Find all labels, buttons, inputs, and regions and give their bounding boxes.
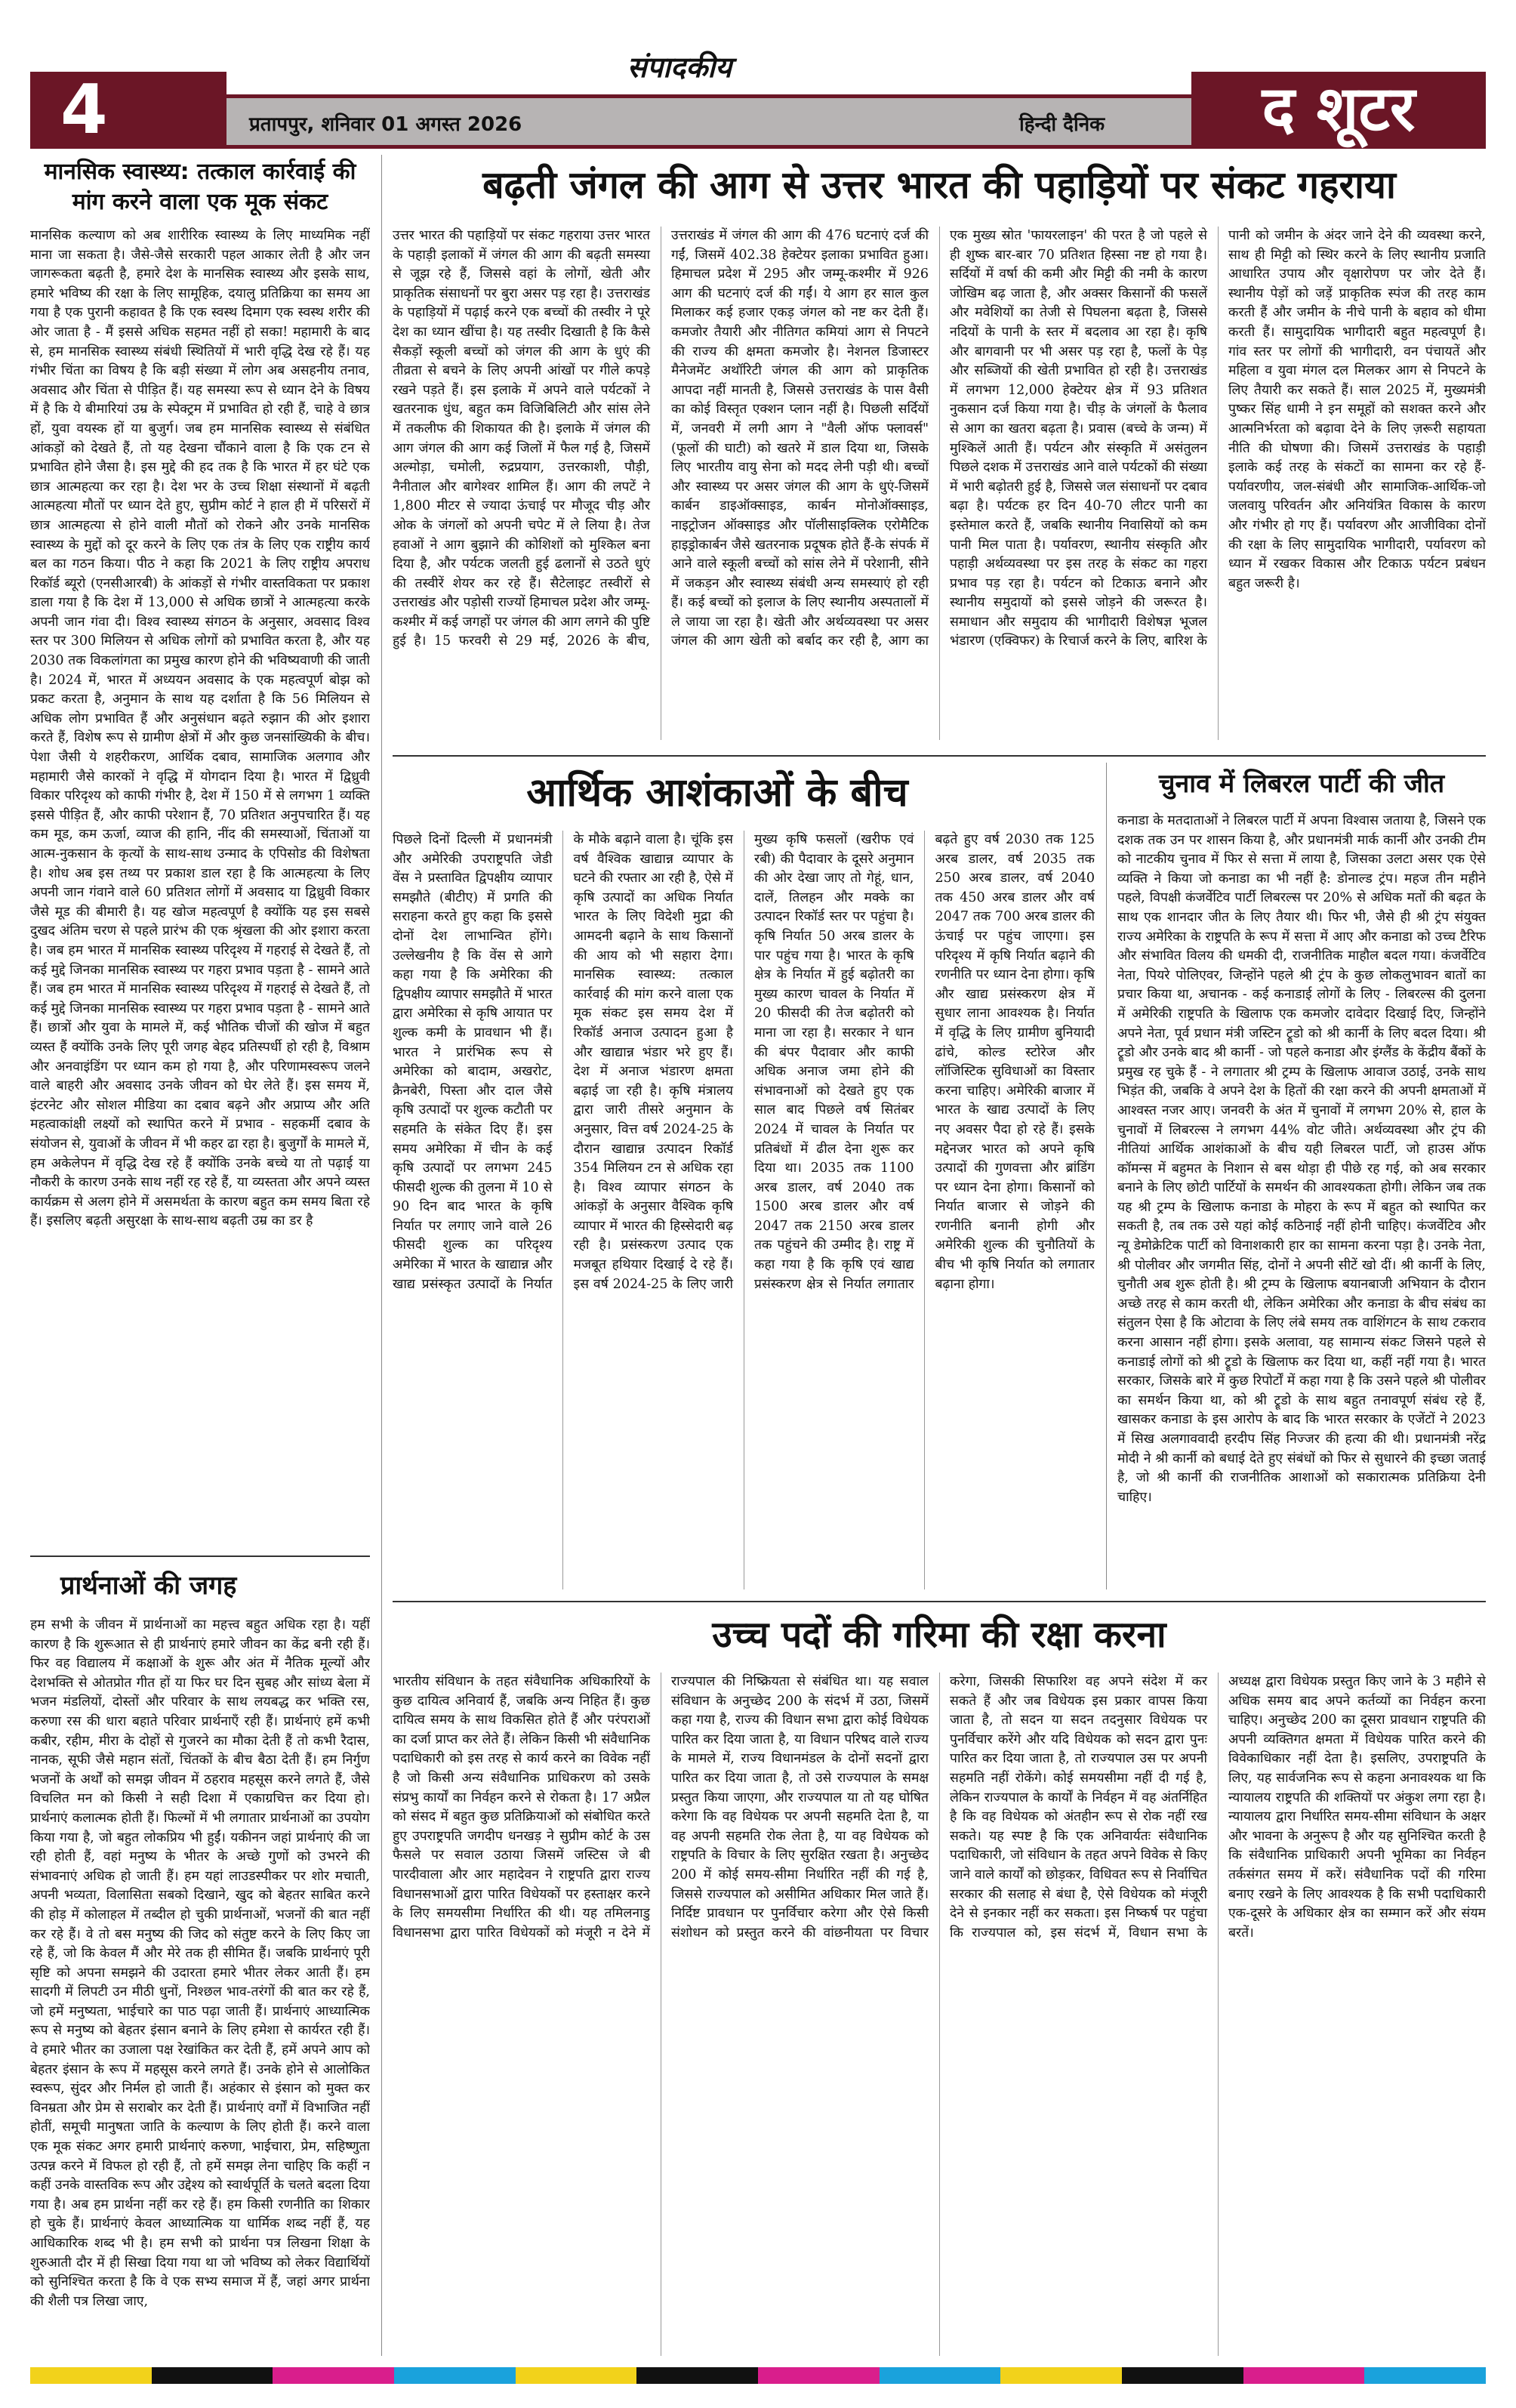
color-swatch — [152, 2367, 273, 2384]
mental-health-headline: मानसिक स्वास्थ्य: तत्काल कार्रवाई की मांग करने वाला एक मूक संकट — [44, 159, 356, 215]
color-swatch — [273, 2367, 394, 2384]
color-swatch — [880, 2367, 1001, 2384]
color-swatch — [516, 2367, 637, 2384]
divider — [393, 755, 1486, 757]
color-swatch — [30, 2367, 152, 2384]
place-date: प्रतापपुर, शनिवार 01 अगस्त 2026 — [249, 113, 522, 136]
economy-headline: आर्थिक आशंकाओं के बीच — [526, 770, 908, 816]
prayer-headline: प्रार्थनाओं की जगह — [60, 1571, 237, 1601]
dignity-headline: उच्च पदों की गरिमा की रक्षा करना — [712, 1614, 1166, 1656]
fire-body: उत्तर भारत की पहाड़ियों पर संकट गहराया उत्तर भारत के पहाड़ी इलाकों में जंगल की आग की बढ़ती समस्या से जूझ रहे हैं, जिससे वहां के लोगों, खेती और प्राकृतिक संसाधनों पर बुरा असर पड़ रहा है। उत्तराखंड के पहाड़ियों में पढ़ाई करने एक बच्चों की तस्वीर ने पूरे देश का ध्यान खींचा है। यह तस्वीर दिखाती है कि कैसे सैकड़ों स्कूली बच्चों को जंगल की आग के धुएं की तीव्रता से बचने के लिए अपनी आंखों पर गीले कपड़े रखने पड़ते हैं। इस इलाके में अपने वाले पर्यटकों ने खतरनाक धुंध, बहुत कम विजिबिलिटी और सांस लेने में तकलीफ की शिकायत की है। इलाके में जंगल की आग जंगल की आग कई जिलों में फैल गई है, जिसमें अल्मोड़ा, चमोली, रुद्रप्रयाग, उत्तरकाशी, पौड़ी, नैनीताल और बागेश्वर शामिल हैं। आग की लपटें ने 1,800 मीटर से ज्यादा ऊंचाई पर मौजूद चीड़ और ओक के जंगलों को अपनी चपेट में ले लिया है। तेज हवाओं ने आग बुझाने की कोशिशों को मुश्किल बना दिया है, और पर्यटक जलती हुई ढलानों से उठते धुएं की तस्वीरें शेयर कर रहे हैं। सैटेलाइट तस्वीरों से उत्तराखंड और पड़ोसी राज्यों हिमाचल प्रदेश और जम्मू-कश्मीर में कई जगहों पर जंगल की आग लगने की पुष्टि हुई है। 15 फरवरी से 29 मई, 2026 के बीच, उत्तराखंड में जंगल की आग की 476 घटनाएं दर्ज की गईं, जिसमें 402.38 हेक्टेयर इलाका प्रभावित हुआ। हिमाचल प्रदेश में 295 और जम्मू-कश्मीर में 926 आग की घटनाएं दर्ज की गईं। ये आग हर साल कुल मिलाकर कई हजार एकड़ जंगल को नष्ट कर देती हैं। कमजोर तैयारी और नीतिगत कमियां आग से निपटने की राज्य की क्षमता कमजोर है। नेशनल डिजास्टर मैनेजमेंट अथॉरिटी जंगल की आग को प्राकृतिक आपदा नहीं मानती है, जिससे उत्तराखंड के पास वैसी का कोई विस्तृत एक्शन प्लान नहीं है। पिछली सर्दियों में, जनवरी में लगी आग ने "वैली ऑफ फ्लावर्स" (फूलों की घाटी) को खतरे में डाल दिया था, जिसके लिए भारतीय वायु सेना को मदद लेनी पड़ी थी। बच्चों और स्वास्थ्य पर असर जंगल की आग के धुएं-जिसमें कार्बन डाइऑक्साइड, कार्बन मोनोऑक्साइड, नाइट्रोजन ऑक्साइड और पॉलीसाइक्लिक एरोमैटिक हाइड्रोकार्बन जैसे खतरनाक प्रदूषक होते हैं-के संपर्क में आने वाले स्कूली बच्चों को सांस लेने में परेशानी, सीने में जकड़न और स्वास्थ्य संबंधी अन्य समस्याएं हो रही हैं। कई बच्चों को इलाज के लिए स्थानीय अस्पतालों में ले जाया जा रहा है। खेती और अर्थव्यवस्था पर असर जंगल की आग खेती को बर्बाद कर रही है, आग का एक मुख्य स्रोत 'फायरलाइन' की परत है जो पहले से ही शुष्क बार-बार 70 प्रतिशत हिस्सा नष्ट हो गया है। सर्दियों में वर्षा की कमी और मिट्टी की नमी के कारण जोखिम बढ़ जाता है, और अक्सर किसानों की फसलें और मवेशियों का तेजी से पिघलना बढ़ता है, जिससे नदियों के पानी के स्तर में बदलाव आ रहा है। कृषि और बागवानी पर भी असर पड़ रहा है, फलों के पेड़ और सब्जियों की खेती प्रभावित हो रही है। उत्तराखंड में लगभग 12,000 हेक्टेयर क्षेत्र में 93 प्रतिशत नुकसान दर्ज किया गया है। चीड़ के जंगलों के फैलाव से आग का खतरा बढ़ता है। प्रवास (बच्चे के जन्म) में मुश्किलें आती हैं। पर्यटन और संस्कृति में असंतुलन पिछले दशक में उत्तराखंड आने वाले पर्यटकों की संख्या में भारी बढ़ोतरी हुई है, जिससे जल संसाधनों पर दबाव बढ़ा है। पर्यटक हर दिन 40-70 लीटर पानी का इस्तेमाल करते हैं, जबकि स्थानीय निवासियों को कम पानी मिल पाता है। पर्यावरण, स्थानीय संस्कृति और पहाड़ी अर्थव्यवस्था पर इस तरह के संकट का गहरा प्रभाव पड़ रहा है। पर्यटन को टिकाऊ बनाने और स्थानीय समुदायों को इससे जोड़ने की जरूरत है। समाधान और समुदाय की भागीदारी विशेषज्ञ भूजल भंडारण (एक्विफर) के रिचार्ज करने के लिए, बारिश के पानी को जमीन के अंदर जाने देने की व्यवस्था करने, साथ ही मिट्टी को स्थिर करने के लिए स्थानीय प्रजाति आधारित उपाय और वृक्षारोपण पर जोर देते हैं। स्थानीय पेड़ों को जड़ें प्राकृतिक स्पंज की तरह काम करती हैं और जमीन के नीचे पानी के बहाव को धीमा करती हैं। सामुदायिक भागीदारी बहुत महत्वपूर्ण है। गांव स्तर पर लोगों की भागीदारी, वन पंचायतें और महिला व युवा मंगल दल मिलकर आग से निपटने के लिए तैयारी कर सकते हैं। साल 2025 में, मुख्यमंत्री पुष्कर सिंह धामी ने इन समूहों को सशक्त करने और आत्मनिर्भरता को बढ़ावा देने के लिए ज़रूरी सहायता नीति की घोषणा की। जिसमें उत्तराखंड के पहाड़ी इलाके कई तरह के संकटों का सामना कर रहे हैं-पर्यावरणीय, जल-संबंधी और सामाजिक-आर्थिक-जो जलवायु परिवर्तन और अनियंत्रित विकास के कारण और गंभीर हो गए हैं। पर्यावरण और आजीविका दोनों की रक्षा के लिए सामुदायिक भागीदारी, पर्यावरण को ध्यान में रखकर विकास और टिकाऊ पर्यटन प्रबंधन बहुत जरूरी है। — [393, 228, 1486, 649]
page-number: 4 — [30, 72, 226, 149]
newspaper-brand: द शूटर — [1191, 72, 1486, 149]
dignity-body: भारतीय संविधान के तहत संवैधानिक अधिकारियों के कुछ दायित्व अनिवार्य हैं, जबकि अन्य निहित हैं। कुछ दायित्व समय के साथ विकसित होते हैं और परंपराओं का दर्जा प्राप्त कर लेते हैं। लेकिन किसी भी संवैधानिक पदाधिकारी को इस तरह से कार्य करने का विवेक नहीं है जो किसी अन्य संवैधानिक प्राधिकरण को उसके संप्रभु कार्यों का निर्वहन करने से रोकता है। 17 अप्रैल को संसद में बहुत कुछ प्रतिक्रियाओं को संबोधित करते हुए उपराष्ट्रपति जगदीप धनखड़ ने सुप्रीम कोर्ट के उस फैसले पर सवाल उठाया जिसमें जस्टिस जे बी पारदीवाला और आर महादेवन ने राष्ट्रपति द्वारा राज्य विधानसभाओं द्वारा पारित विधेयकों पर हस्ताक्षर करने के लिए समयसीमा निर्धारित की थी। यह तमिलनाडु विधानसभा द्वारा पारित विधेयकों को मंजूरी न देने में राज्यपाल की निष्क्रियता से संबंधित था। यह सवाल संविधान के अनुच्छेद 200 के संदर्भ में उठा, जिसमें कहा गया है, राज्य की विधान सभा द्वारा कोई विधेयक पारित कर दिया जाता है, या विधान परिषद वाले राज्य के मामले में, राज्य विधानमंडल के दोनों सदनों द्वारा पारित कर दिया जाता है, तो उसे राज्यपाल के समक्ष प्रस्तुत किया जाएगा, और राज्यपाल या तो यह घोषित करेगा कि वह विधेयक पर अपनी सहमति देता है, या वह अपनी सहमति रोक लेता है, या वह विधेयक को राष्ट्रपति के विचार के लिए सुरक्षित रखता है। अनुच्छेद 200 में कोई समय-सीमा निर्धारित नहीं की गई है, जिससे राज्यपाल को असीमित अधिकार मिल जाते हैं। निर्दिष्ट प्रावधान पर पुनर्विचार करेगा और ऐसे किसी संशोधन को प्रस्तुत करने की वांछनीयता पर विचार करेगा, जिसकी सिफारिश वह अपने संदेश में कर सकते हैं और जब विधेयक इस प्रकार वापस किया जाता है, तो सदन या सदन तदनुसार विधेयक पर पुनर्विचार करेंगे और यदि विधेयक को सदन द्वारा पुनः पारित कर दिया जाता है, तो राज्यपाल उस पर अपनी सहमति नहीं रोकेंगे। कोई समयसीमा नहीं दी गई है, लेकिन राज्यपाल के कार्यों के निर्वहन में वह अंतर्निहित है कि वह विधेयक को अंतहीन रूप से रोक नहीं रख सकते। यह स्पष्ट है कि एक अनिवार्यतः संवैधानिक पदाधिकारी, जो संविधान के तहत अपने विवेक से किए जाने वाले कार्यों को छोड़कर, विधिवत रूप से निर्वाचित सरकार की सलाह से बंधा है, ऐसे विधेयक को मंजूरी देने से इनकार नहीं कर सकता। इस निष्कर्ष पर पहुंचा कि राज्यपाल को, इस संदर्भ में, विधान सभा के अध्यक्ष द्वारा विधेयक प्रस्तुत किए जाने के 3 महीने से अधिक समय बाद अपने कर्तव्यों का निर्वहन करना चाहिए। अनुच्छेद 200 का दूसरा प्रावधान राष्ट्रपति की अपनी व्यक्तिगत क्षमता में विधेयक पारित करने की विवेकाधिकार नहीं देता है। इसलिए, उपराष्ट्रपति के लिए, यह सार्वजनिक रूप से कहना अनावश्यक था कि न्यायालय राष्ट्रपति की शक्तियों पर अंकुश लगा रहा है। न्यायालय द्वारा निर्धारित समय-सीमा संविधान के अक्षर और भावना के अनुरूप है और यह सुनिश्चित करती है कि संवैधानिक प्राधिकारी अपनी भूमिका का निर्वहन तर्कसंगत समय में करें। संवैधानिक पदों की गरिमा बनाए रखने के लिए आवश्यक है कि सभी पदाधिकारी एक-दूसरे के अधिकार क्षेत्र का सम्मान करें और संयम बरतें। — [393, 1674, 1486, 1941]
divider — [30, 1555, 370, 1557]
color-swatch — [1364, 2367, 1486, 2384]
color-swatch — [1122, 2367, 1243, 2384]
color-swatch — [636, 2367, 758, 2384]
divider — [393, 1601, 1486, 1602]
column-divider — [381, 155, 382, 2356]
section-label: संपादकीय — [551, 48, 808, 87]
color-swatch — [394, 2367, 516, 2384]
masthead — [30, 42, 1486, 150]
color-swatch — [1243, 2367, 1365, 2384]
color-registration-strip — [30, 2367, 1486, 2384]
daily-label: हिन्दी दैनिक — [1019, 113, 1105, 136]
fire-headline: बढ़ती जंगल की आग से उत्तर भारत की पहाड़ियों पर संकट गहराया — [482, 163, 1396, 207]
column-divider — [1106, 763, 1107, 1589]
election-body: कनाडा के मतदाताओं ने लिबरल पार्टी में अपना विश्वास जताया है, जिसने एक दशक तक उन पर शासन किया है, और प्रधानमंत्री मार्क कार्नी और उनकी टीम को नाटकीय चुनाव में फिर से सत्ता में लाया है, जिसका उलटा असर एक ऐसे व्यक्ति ने किया जो कनाडा का भी नहीं है: डोनाल्ड ट्रंप। महज तीन महीने पहले, विपक्षी कंजर्वेटिव पार्टी लिबरल्स पर 20% से अधिक मतों की बढ़त के साथ एक शानदार जीत के लिए तैयार थी। फिर भी, जैसे ही श्री ट्रंप संयुक्त राज्य अमेरिका के राष्ट्रपति के रूप में सत्ता में आए और कनाडा को उच्च टैरिफ और संभावित विलय की धमकी दी, राजनीतिक माहौल बदल गया। कंजर्वेटिव नेता, पियरे पोलिएवर, जिन्होंने पहले श्री ट्रंप के कुछ लोकलुभावन बातों का प्रचार किया था, अचानक - कई कनाडाई लोगों के लिए - लिबरल्स की दुलना में अमेरिकी राष्ट्रपति के खिलाफ एक कमजोर दावेदार दिखाई दिए, जिन्होंने अपने नेता, पूर्व प्रधान मंत्री जस्टिन ट्रूडो को श्री कार्नी के लिए बदल दिया। श्री ट्रूडो और उनके बाद श्री कार्नी - जो पहले कनाडा और इंग्लैंड के केंद्रीय बैंकों के प्रमुख रह चुके हैं - ने लगातार श्री ट्रम्प के खिलाफ आवाज उठाई, उनके साथ भिड़ंत की, जबकि वे अपने देश के हितों की रक्षा करने की अपनी क्षमताओं में आश्वस्त नजर आए। जनवरी के अंत में चुनावों में लगभग 20% से, हाल के चुनावों में लिबरल्स ने लगभग 44% वोट जीते। अर्थव्यवस्था और ट्रंप की नीतियां आर्थिक आशंकाओं के बीच यही लिबरल पार्टी, जो हाउस ऑफ कॉमन्स में बहुमत के निशान से बस थोड़ा ही पीछे रह गई, को अब सरकार बनाने के लिए छोटी पार्टियों के समर्थन की आवश्यकता होगी। लेकिन जब तक यह श्री ट्रम्प के खिलाफ कनाडा के मोहरा के रूप में बहुत को स्थापित कर सकती है, तब तक उसे यहां कोई कठिनाई नहीं होनी चाहिए। कंजर्वेटिव और न्यू डेमोक्रेटिक पार्टी को विनाशकारी हार का सामना करना पड़ा है। उनके नेता, श्री पोलीवर और जगमीत सिंह, दोनों ने अपनी सीटें खो दीं। श्री कार्नी के लिए, चुनौती अब शुरू होती है। श्री ट्रम्प के खिलाफ बयानबाजी अभियान के दौरान अच्छे तरह से काम करती थी, लेकिन अमेरिका और कनाडा के बीच संबंध का संतुलन ऐसा है कि ओटावा के लिए लंबे समय तक वाशिंगटन के साथ टकराव करना आसान नहीं होगा। इसके अलावा, यह सामान्य संकट जिसने पहले से कनाडाई लोगों को श्री ट्रूडो के खिलाफ कर दिया था, कहीं नहीं गया है। भारत सरकार, जिसके बारे में कुछ रिपोर्टों में कहा गया है कि उसने पहले श्री पोलीवर का समर्थन किया था, को श्री ट्रूडो के साथ बहुत तनावपूर्ण संबंध रहे हैं, खासकर कनाडा के इस आरोप के बाद कि भारत सरकार के एजेंटों ने 2023 में सिख अलगाववादी हरदीप सिंह निज्जर की हत्या की थी। प्रधानमंत्री नरेंद्र मोदी ने श्री कार्नी को बधाई देते हुए संबंधों को फिर से सुधारने की इच्छा जताई है, जो श्री कार्नी की राजनीतिक आशाओं को सकारात्मक प्रतिक्रिया देनी चाहिए। — [1117, 813, 1486, 1505]
election-headline: चुनाव में लिबरल पार्टी की जीत — [1158, 769, 1445, 799]
mental-health-body: मानसिक कल्याण को अब शारीरिक स्वास्थ्य के लिए माध्यमिक नहीं माना जा सकता है। जैसे-जैसे सरकारी पहल आकार लेती है और जन जागरूकता बढ़ती है, हमारे देश के मानसिक स्वास्थ्य और इसके साथ, हमारे भविष्य की रक्षा के लिए सामूहिक, दयालु प्रतिक्रिया का समय आ गया है एक पुरानी कहावत है कि एक स्वस्थ दिमाग एक स्वस्थ शरीर की ओर जाता है - मैं इससे अधिक सहमत नहीं हो सका! महामारी के बाद से, हम मानसिक स्वास्थ्य संबंधी स्थितियों में भारी वृद्धि देख रहे हैं। यह गंभीर चिंता का विषय है कि बड़ी संख्या में लोग अब असहनीय तनाव, अवसाद और चिंता से पीड़ित हैं। यह समस्या रूप से ध्यान देने के विषय में है कि ये बीमारियां उम्र के स्पेक्ट्रम में प्रभावित हो रही हैं, चाहे वे छात्र हों, युवा वयस्क हों या बुजुर्ग। जब हम मानसिक स्वास्थ्य से संबंधित आंकड़ों को देखते हैं, तो यह देखना चौंकाने वाला है कि एक टन से प्रभावित होने जैसा है। इस मुद्दे की हद तक है कि भारत में हर घंटे एक छात्र आत्महत्या कर रहा है। देश भर के उच्च शिक्षा संस्थानों में बढ़ती आत्महत्या मौतों पर ध्यान देते हुए, सुप्रीम कोर्ट ने हाल ही में परिसरों में छात्र आत्महत्या से होने वाली मौतों को रोकने और उनके मानसिक स्वास्थ्य के मुद्दों को दूर करने के लिए एक तंत्र के लिए एक राष्ट्रीय कार्य बल का गठन किया। पीठ ने कहा कि 2021 के लिए राष्ट्रीय अपराध रिकॉर्ड ब्यूरो (एनसीआरबी) के आंकड़ों से गंभीर वास्तविकता पर प्रकाश डाला गया है कि देश में 13,000 से अधिक छात्रों ने आत्महत्या करके अपनी जान गंवा दी। विश्व स्वास्थ्य संगठन के अनुसार, अवसाद विश्व स्तर पर 300 मिलियन से अधिक लोगों को प्रभावित करता है, और यह 2030 तक विकलांगता का प्रमुख कारण होने की भविष्यवाणी की जाती है। 2024 में, भारत में अध्ययन अवसाद के एक महत्वपूर्ण बोझ को प्रकट करता है, अनुमान के साथ यह दर्शाता है कि 56 मिलियन से अधिक लोग प्रभावित हैं और अनुसंधान बढ़ते रुझान की ओर इशारा करते हैं, विशेष रूप से ग्रामीण क्षेत्रों में और कुछ जनसांख्यिकी के बीच। पेशा जैसी ये शहरीकरण, आर्थिक दबाव, सामाजिक अलगाव और महामारी जैसे कारकों ने वृद्धि में योगदान दिया है। भारत में द्विध्रुवी विकार परिदृश्य को काफी गंभीर है, देश में 150 में से लगभग 1 व्यक्ति इससे पीड़ित हैं, और काफी परेशान हैं, 70 प्रतिशत अनुपचारित हैं। यह कम मूड, कम ऊर्जा, व्याज की हानि, नींद की समस्याओं, चिंताओं या आत्म-नुकसान के कृत्यों के साथ-साथ उन्माद के एपिसोड की विशेषता है। शोध अब इस तथ्य पर प्रकाश डाल रहा है कि आत्महत्या के लिए अपनी जान गंवाने वाले 60 प्रतिशत लोगों में अवसाद या द्विध्रुवी विकार जैसे मूड की बीमारी है। यह खोज महत्वपूर्ण है क्योंकि यह इस सबसे दुखद अंतिम चरण से पहले प्रारंभ की एक श्रृंखला की ओर इशारा करता है। जब हम भारत में मानसिक स्वास्थ्य परिदृश्य में गहराई से देखते हैं, तो कई मुद्दे जिनका मानसिक स्वास्थ्य पर गहरा प्रभाव पड़ता है - सामने आते हैं। जब हम भारत में मानसिक स्वास्थ्य परिदृश्य में गहराई से देखते हैं, तो कई मुद्दे जिनका मानसिक स्वास्थ्य पर गहरा प्रभाव पड़ता है - सामने आते हैं। छात्रों और युवा के मामले में, कई भौतिक चीजों की खोज में बहुत व्यस्त हैं क्योंकि उनके लिए पूरी जगह बेहद प्रतिस्पर्धी हो रही है, विश्राम और अनवाइंडिंग पर ध्यान कम हो गया है, और परिणामस्वरूप जलने वाले बाहरी और अवसाद उनके जीवन को घेर लेते हैं। इस समय में, इंटरनेट और सोशल मीडिया का दबाव बढ़ने और अप्राप्य और अति महत्वाकांक्षी लक्ष्यों को स्थापित करने में प्रभाव - सहकर्मी दबाव के संयोजन से, युवाओं के जीवन में भी कहर ढा रहा है। बुजुर्गों के मामले में, हम अकेलेपन में वृद्धि देख रहे हैं क्योंकि उनके बच्चे या तो पढ़ाई या नौकरी के कारण उनके साथ नहीं रह रहे हैं, या व्यस्तता और अपने व्यस्त कार्यक्रम से अलग होने में असमर्थता के कारण बहुत कम समय बिता रहे हैं। इसलिए बढ़ती असुरक्षा के साथ-साथ बढ़ती उम्र का डर है — [30, 228, 370, 1229]
prayer-body: हम सभी के जीवन में प्रार्थनाओं का महत्त्व बहुत अधिक रहा है। यहीं कारण है कि शुरूआत से ही प्रार्थनाएं हमारे जीवन का केंद्र बनी रही हैं। फिर वह विद्यालय में कक्षाओं के शुरू और अंत में नैतिक मूल्यों और देशभक्ति से ओतप्रोत गीत हों या फिर घर दिन सुबह और सांध्य बेला में भजन मंडलियों, दोस्तों और परिवार के साथ लयबद्ध कर भक्ति रस, करुणा रस की धारा बहाते परिवार प्रार्थनाएँ रही हैं। प्रार्थनाएं हमें कभी कबीर, रहीम, मीरा के दोहों से गुजरने का मौका देती हैं तो कभी रैदास, नानक, सूफी जैसे महान संतों, चिंतकों के बीच बैठा देती हैं। हम निर्गुण भजनों के अर्थों को समझ जीवन में ठहराव महसूस करने लगते हैं, जैसे विचलित मन को किसी ने सही दिशा में एकाग्रचित्त कर दिया हो। प्रार्थनाएं कलात्मक होती हैं। फिल्मों में भी लगातार प्रार्थनाओं का उपयोग किया गया है, जो बहुत लोकप्रिय भी हुईं। यकीनन जहां प्रार्थनाएं की जा रही होती हैं, वहां मनुष्य के भीतर के अच्छे गुणों को उभरने की संभावनाएं अधिक हो जाती हैं। हम यहां लाउडस्पीकर पर शोर मचाती, अपनी भव्यता, विलासिता सबको दिखाने, खुद को बेहतर साबित करने की होड़ में कोलाहल में तब्दील हो चुकी प्रार्थनाओं, भजनों की बात नहीं कर रहे हैं। वे तो बस मनुष्य की जिद को संतुष्ट करने के लिए किए जा रहे हैं, जो कि केवल मैं और मेरे तक ही सीमित हैं। जबकि प्रार्थनाएं पूरी सृष्टि को अपना समझने की उदारता हमारे भीतर लेकर आती हैं। हम सादगी में लिपटी उन मीठी धुनों, निश्छल भाव-तरंगों की बात कर रहे हैं, जो हमें मनुष्यता, भाईचारे का पाठ पढ़ा जाती हैं। प्रार्थनाएं आध्यात्मिक रूप से मनुष्य को बेहतर इंसान बनाने के लिए हमेशा से कार्यरत रही हैं। वे हमारे भीतर का उजाला पक्ष रेखांकित कर देती हैं, हमें अपने आप को बेहतर इंसान के रूप में महसूस करने लगते हैं। उनके होने से आलोकित स्वरूप, सुंदर और निर्मल हो जाती हैं। अहंकार से इंसान को मुक्त कर विनम्रता और प्रेम से सराबोर कर देती हैं। प्रार्थनाएं वर्गों में विभाजित नहीं होतीं, समूची मानुषता जाति के कल्याण के लिए होती हैं। करने वाला एक मूक संकट अगर हमारी प्रार्थनाएं करुणा, भाईचारा, प्रेम, सहिष्णुता उत्पन्न करने में विफल हो रही हैं, तो हमें समझ लेना चाहिए कि कहीं न कहीं उनके वास्तविक रूप और उद्देश्य को स्वार्थपूर्ति के चलते बदला दिया गया है। अब हम प्रार्थना नहीं कर रहे हैं। हम किसी रणनीति का शिकार हो चुके हैं। प्रार्थनाएं केवल आध्यात्मिक या धार्मिक शब्द नहीं हैं, यह आधिकारिक शब्द भी है। हम सभी को प्रार्थना पत्र लिखना शिक्षा के शुरुआती दौर में ही सिखा दिया गया था जो भविष्य को लेकर विद्यार्थियों को सुनिश्चित करता है कि वे एक सभ्य समाज में हैं, जहां अगर प्रार्थना की शैली पत्र लिखा जाए, — [30, 1617, 370, 2309]
color-swatch — [758, 2367, 880, 2384]
economy-body: पिछले दिनों दिल्ली में प्रधानमंत्री और अमेरिकी उपराष्ट्रपति जेडी वेंस ने प्रस्तावित द्विपक्षीय व्यापार समझौते (बीटीए) में प्रगति की सराहना करते हुए कहा कि इससे दोनों देश लाभान्वित होंगे। उल्लेखनीय है कि वेंस से आगे कहा गया है कि अमेरिका की द्विपक्षीय व्यापार समझौते में भारत द्वारा अमेरिका से कृषि आयात पर शुल्क कमी के प्रावधान भी हैं। भारत ने प्रारंभिक रूप से अमेरिका को बादाम, अखरोट, क्रैनबेरी, पिस्ता और दाल जैसे कृषि उत्पादों पर शुल्क कटौती पर सहमति के संकेत दिए हैं। इस समय अमेरिका में चीन के कई कृषि उत्पादों पर लगभग 245 फीसदी शुल्क की तुलना में 10 से 90 दिन बाद भारत के कृषि निर्यात पर लगाए जाने वाले 26 फीसदी शुल्क का परिदृश्य अमेरिका में भारत के खाद्यान्न और खाद्य प्रसंस्कृत उत्पादों के निर्यात के मौके बढ़ाने वाला है। चूंकि इस वर्ष वैश्विक खाद्यान्न व्यापार के घटने की रफ्तार आ रही है, ऐसे में कृषि उत्पादों का अधिक निर्यात भारत के लिए विदेशी मुद्रा की आमदनी बढ़ाने के साथ किसानों की आय को भी सहारा देगा। मानसिक स्वास्थ्य: तत्काल कार्रवाई की मांग करने वाला एक मूक संकट इस समय देश में रिकॉर्ड अनाज उत्पादन हुआ है और खाद्यान्न भंडार भरे हुए हैं। देश में अनाज भंडारण क्षमता बढ़ाई जा रही है। कृषि मंत्रालय द्वारा जारी तीसरे अनुमान के अनुसार, वित्त वर्ष 2024-25 के दौरान खाद्यान्न उत्पादन रिकॉर्ड 354 मिलियन टन से अधिक रहा है। विश्व व्यापार संगठन के आंकड़ों के अनुसार वैश्विक कृषि व्यापार में भारत की हिस्सेदारी बढ़ रही है। प्रसंस्करण उत्पाद एक मजबूत हथियार दिखाई दे रहे हैं। इस वर्ष 2024-25 के लिए जारी मुख्य कृषि फसलों (खरीफ एवं रबी) की पैदावार के दूसरे अनुमान की ओर देखा जाए तो गेहूं, धान, दालें, तिलहन और मक्के का उत्पादन रिकॉर्ड स्तर पर पहुंचा है। कृषि निर्यात 50 अरब डालर के पार पहुंच गया है। भारत के कृषि क्षेत्र के निर्यात में हुई बढ़ोतरी का मुख्य कारण चावल के निर्यात में 20 फीसदी की तेज बढ़ोतरी को माना जा रहा है। सरकार ने धान की बंपर पैदावार और काफी अधिक अनाज जमा होने की संभावनाओं को देखते हुए एक साल बाद पिछले वर्ष सितंबर 2024 में चावल के निर्यात पर प्रतिबंधों में ढील देना शुरू कर दिया था। 2035 तक 1100 अरब डालर, वर्ष 2040 तक 1500 अरब डालर और वर्ष 2047 तक 2150 अरब डालर तक पहुंचने की उम्मीद है। राष्ट्र में कहा गया है कि कृषि एवं खाद्य प्रसंस्करण क्षेत्र से निर्यात लगातार बढ़ते हुए वर्ष 2030 तक 125 अरब डालर, वर्ष 2035 तक 250 अरब डालर, वर्ष 2040 तक 450 अरब डालर और वर्ष 2047 तक 700 अरब डालर की ऊंचाई पर पहुंच जाएगा। इस परिदृश्य में कृषि निर्यात बढ़ाने की रणनीति पर ध्यान देना होगा। कृषि और खाद्य प्रसंस्करण क्षेत्र में सुधार लाना आवश्यक है। निर्यात में वृद्धि के लिए ग्रामीण बुनियादी ढांचे, कोल्ड स्टोरेज और लॉजिस्टिक सुविधाओं का विस्तार करना चाहिए। अमेरिकी बाजार में भारत के खाद्य उत्पादों के लिए नए अवसर पैदा हो रहे हैं। इसके मद्देनजर भारत को अपने कृषि उत्पादों की गुणवत्ता और ब्रांडिंग पर ध्यान देना होगा। किसानों को निर्यात बाजार से जोड़ने की रणनीति बनानी होगी और अमेरिकी शुल्क की चुनौतियों के बीच भी कृषि निर्यात को लगातार बढ़ाना होगा। — [393, 832, 1095, 1292]
color-swatch — [1000, 2367, 1122, 2384]
